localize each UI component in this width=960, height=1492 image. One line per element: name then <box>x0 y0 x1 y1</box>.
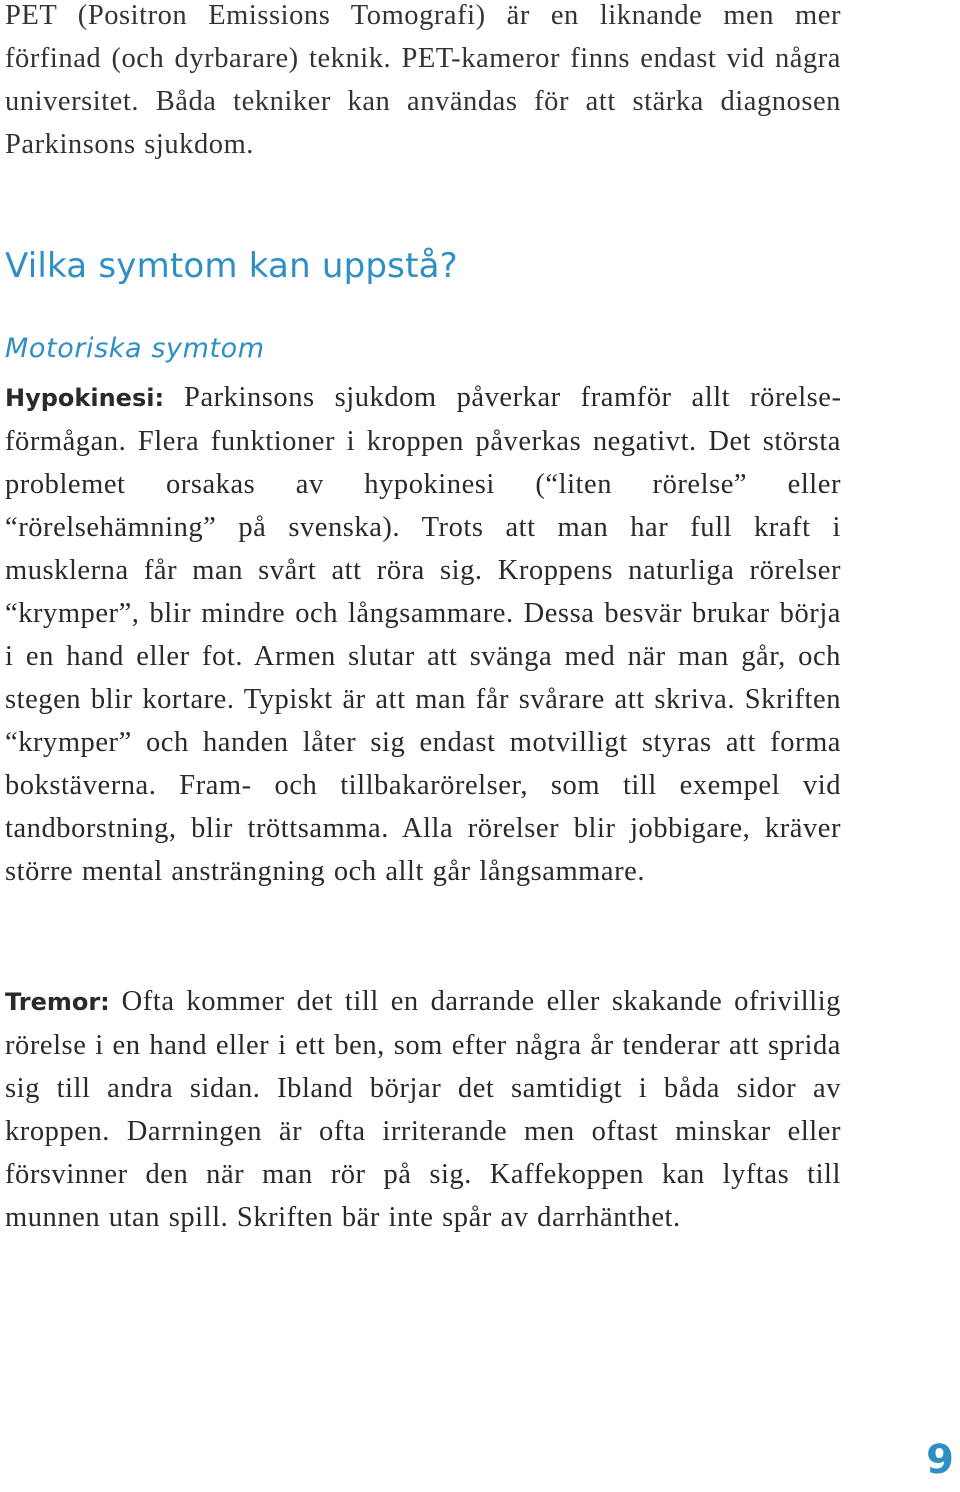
subsection-heading: Motoriska symtom <box>5 333 265 364</box>
tremor-lead: Tremor: <box>5 988 110 1016</box>
hypokinesi-lead: Hypokinesi: <box>5 384 165 412</box>
hypokinesi-paragraph <box>5 376 841 893</box>
section-heading: Vilka symtom kan uppstå? <box>5 246 458 286</box>
intro-paragraph: PET (Positron Emissions Tomografi) är en liknande men mer förfinad (och dyrbarare) teknik. PET-kameror finns endast vid några universitet. Båda tekniker kan användas för att stärka diagnosen Parkinsons sjukdom. <box>5 0 841 160</box>
tremor-text: Ofta kommer det till en darrande eller skakande ofrivillig rörelse i en hand eller i ett ben, som efter några år tenderar att sprida sig till andra sidan. Ibland börjar det samtidigt i båda sidor av kroppen. Darrningen är ofta irriterande men oftast minskar eller försvinner den när man rör på sig. Kaffekoppen kan lyftas till munnen utan spill. Skriften bär inte spår av darrhänthet. <box>5 986 841 1233</box>
tremor-block <box>5 980 841 1239</box>
hypokinesi-block <box>5 376 841 893</box>
document-page <box>5 0 841 1233</box>
tremor-paragraph <box>5 980 841 1239</box>
page-number: 9 <box>926 1437 954 1483</box>
hypokinesi-text: Parkinsons sjukdom påverkar framför allt rörelseförmågan. Flera funktioner i kroppen påverkas negativt. Det största problemet orsakas av hypokinesi (“liten rörelse” eller “rörelsehämning” på svenska). Trots att man har full kraft i musklerna får man svårt att röra sig. Kroppens naturliga rörelser “krymper”, blir mindre och långsammare. Dessa besvär brukar börja i en hand eller fot. Armen slutar att svänga med när man går, och stegen blir kortare. Typiskt är att man får svårare att skriva. Skriften “krymper” och handen låter sig endast motvilligt styras att forma bokstäverna. Fram- och tillbakarörelser, som till exempel vid tandborstning, blir tröttsamma. Alla rörelser blir jobbigare, kräver större mental ansträngning och allt går långsammare. <box>5 382 841 887</box>
